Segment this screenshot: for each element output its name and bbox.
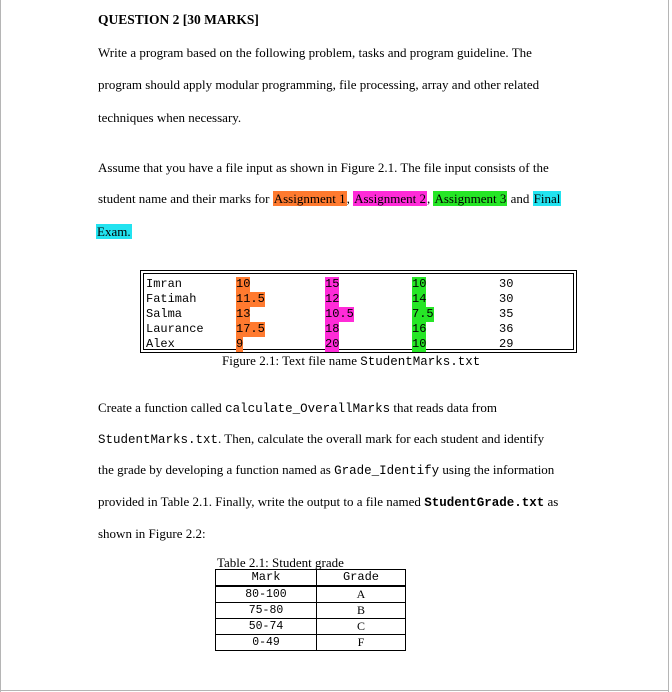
function-name-grade: Grade_Identify	[334, 464, 440, 478]
student-name: Salma	[146, 307, 183, 321]
assume-line-3	[96, 224, 132, 240]
highlight-assignment-2: Assignment 2	[354, 191, 426, 206]
mark-a2: 15	[325, 277, 340, 291]
assume-line-2-prefix: student name and their marks for	[98, 191, 273, 206]
assume-line-1: Assume that you have a file input as shown in Figure 2.1. The file input consists of the	[98, 160, 549, 175]
intro-line-3: techniques when necessary.	[98, 110, 242, 125]
student-name: Fatimah	[146, 292, 197, 306]
task-line-4-prefix: provided in Table 2.1. Finally, write the output to a file named	[98, 494, 425, 509]
mark-range: 50-74	[216, 619, 317, 635]
separator-2: ,	[426, 191, 434, 206]
mark-final: 36	[499, 322, 514, 336]
student-name: Imran	[146, 277, 183, 291]
task-line-4-suffix: as	[544, 494, 559, 509]
mark-a1: 9	[236, 337, 244, 351]
grade-value: F	[317, 635, 406, 651]
task-line-3	[98, 462, 554, 479]
mark-a3: 14	[412, 292, 427, 306]
page-border-right	[668, 0, 669, 692]
mark-a2: 20	[325, 337, 340, 351]
mark-a1: 10	[236, 277, 251, 291]
task-line-1	[98, 400, 497, 417]
page-border-bottom	[0, 690, 669, 691]
header-grade: Grade	[317, 570, 406, 587]
page-border-left	[0, 0, 1, 692]
mark-range: 75-80	[216, 603, 317, 619]
header-mark: Mark	[216, 570, 317, 587]
intro-line-2: program should apply modular programming, file processing, array and other related	[98, 77, 540, 92]
highlight-final: Final	[533, 191, 561, 206]
grade-value: C	[317, 619, 406, 635]
table-2-1-caption: Table 2.1: Student grade	[217, 555, 344, 570]
table-row	[216, 586, 406, 603]
mark-a2: 12	[325, 292, 340, 306]
intro-line-1: Write a program based on the following problem, tasks and program guideline. The	[98, 45, 532, 60]
student-name: Laurance	[146, 322, 204, 336]
input-filename: StudentMarks.txt	[98, 433, 219, 447]
separator-3: and	[507, 191, 533, 206]
separator-1: ,	[346, 191, 354, 206]
task-line-1-suffix: that reads data from	[390, 400, 497, 415]
mark-a3: 7.5	[412, 307, 434, 321]
mark-range: 80-100	[216, 586, 317, 603]
question-heading: QUESTION 2 [30 MARKS]	[98, 12, 259, 27]
task-line-1-prefix: Create a function called	[98, 400, 226, 415]
grade-value: A	[317, 586, 406, 603]
table-row	[216, 635, 406, 651]
mark-a3: 10	[412, 277, 427, 291]
assume-line-2	[98, 191, 561, 207]
output-filename: StudentGrade.txt	[424, 496, 545, 510]
grade-value: B	[317, 603, 406, 619]
task-line-3-prefix: the grade by developing a function named as	[98, 462, 335, 477]
mark-a3: 10	[412, 337, 427, 351]
figure-caption-text: Figure 2.1: Text file name	[222, 353, 361, 368]
mark-final: 35	[499, 307, 514, 321]
mark-range: 0-49	[216, 635, 317, 651]
figure-caption-filename: StudentMarks.txt	[360, 355, 481, 369]
task-line-2-suffix: . Then, calculate the overall mark for each student and identify	[218, 431, 545, 446]
task-line-5: shown in Figure 2.2:	[98, 526, 206, 541]
mark-a3: 16	[412, 322, 427, 336]
task-line-3-suffix: using the information	[439, 462, 555, 477]
table-row	[216, 619, 406, 635]
highlight-exam: Exam.	[97, 224, 131, 239]
figure-2-1-caption	[222, 353, 480, 369]
function-name-calculate: calculate_OverallMarks	[225, 402, 391, 416]
task-line-4	[98, 494, 558, 511]
mark-a1: 11.5	[236, 292, 265, 306]
mark-a2: 10.5	[325, 307, 354, 321]
mark-a2: 18	[325, 322, 340, 336]
table-row	[216, 603, 406, 619]
highlight-assignment-3: Assignment 3	[434, 191, 507, 206]
task-line-2	[98, 431, 544, 448]
grade-table	[215, 569, 406, 651]
student-name: Alex	[146, 337, 175, 351]
mark-final: 30	[499, 277, 514, 291]
mark-a1: 13	[236, 307, 251, 321]
mark-final: 29	[499, 337, 514, 351]
mark-a1: 17.5	[236, 322, 265, 336]
mark-final: 30	[499, 292, 514, 306]
highlight-assignment-1: Assignment 1	[273, 191, 346, 206]
